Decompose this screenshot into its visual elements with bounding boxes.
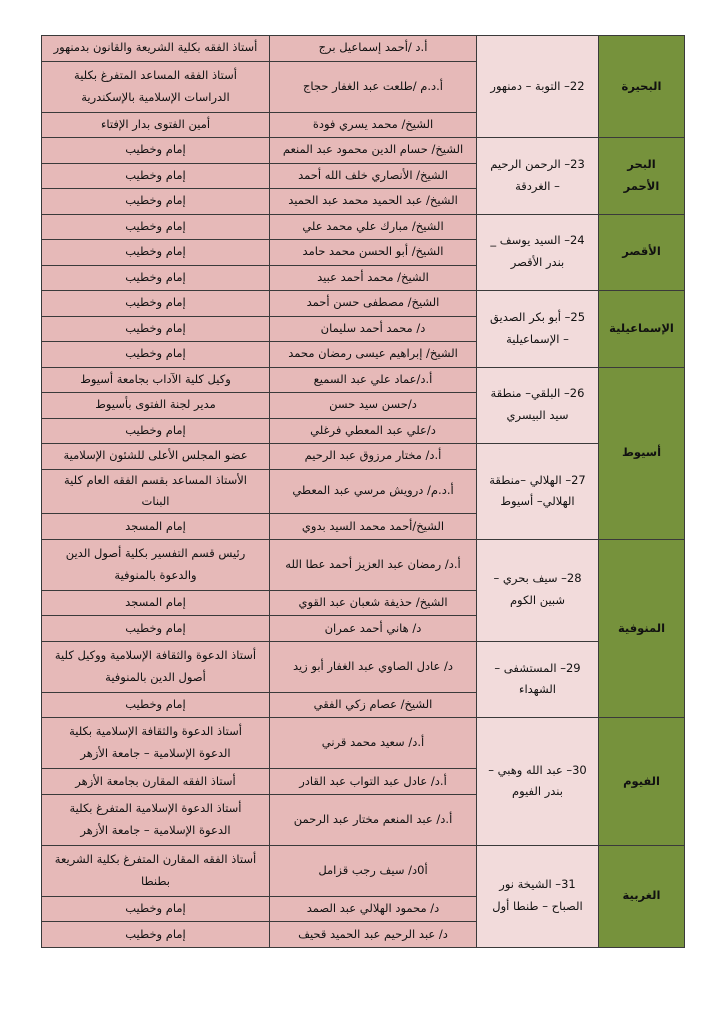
scholar-role-cell: عضو المجلس الأعلى للشئون الإسلامية	[42, 444, 270, 470]
scholar-role-cell: إمام وخطيب	[42, 265, 270, 291]
mosque-cell: 22– التوبة – دمنهور	[477, 36, 599, 138]
governorate-cell: البحر الأحمر	[599, 138, 685, 215]
scholar-name-cell: د/ هاني أحمد عمران	[270, 616, 477, 642]
scholar-name-cell: الشيخ/ أبو الحسن محمد حامد	[270, 240, 477, 266]
scholar-name-cell: الشيخ/ محمد أحمد عبيد	[270, 265, 477, 291]
mosque-cell: 25– أبو بكر الصديق – الإسماعيلية	[477, 291, 599, 368]
scholar-name-cell: أ.د /أحمد إسماعيل برج	[270, 36, 477, 62]
scholar-role-cell: إمام وخطيب	[42, 342, 270, 368]
scholar-role-cell: مدير لجنة الفتوى بأسيوط	[42, 393, 270, 419]
mosque-cell: 28– سيف بحري – شبين الكوم	[477, 539, 599, 641]
table-row	[42, 214, 685, 240]
scholar-role-cell: وكيل كلية الآداب بجامعة أسيوط	[42, 367, 270, 393]
scholar-role-cell: إمام المسجد	[42, 514, 270, 540]
scholar-role-cell: أستاذ الفقه المقارن المتفرغ بكلية الشريعة بطنطا	[42, 845, 270, 896]
scholar-role-cell: إمام وخطيب	[42, 163, 270, 189]
mosque-cell: 27– الهلالي –منطقة الهلالي– أسيوط	[477, 444, 599, 540]
scholar-name-cell: الشيخ/ مبارك علي محمد علي	[270, 214, 477, 240]
scholar-name-cell: الشيخ/ مصطفى حسن أحمد	[270, 291, 477, 317]
table-row	[42, 444, 685, 470]
scholar-role-cell: أستاذ الدعوة الإسلامية المتفرغ بكلية الدعوة الإسلامية – جامعة الأزهر	[42, 794, 270, 845]
table-row	[42, 641, 685, 692]
scholar-name-cell: أ.د/عماد علي عبد السميع	[270, 367, 477, 393]
scholar-name-cell: د/ محمود الهلالي عبد الصمد	[270, 896, 477, 922]
scholar-role-cell: إمام وخطيب	[42, 418, 270, 444]
mosque-cell: 30– عبد الله وهبي – بندر الفيوم	[477, 718, 599, 846]
scholar-role-cell: إمام وخطيب	[42, 138, 270, 164]
scholar-role-cell: أستاذ الفقه المساعد المتفرغ بكلية الدراسات الإسلامية بالإسكندرية	[42, 61, 270, 112]
scholar-name-cell: الشيخ/ عبد الحميد محمد عبد الحميد	[270, 189, 477, 215]
scholar-role-cell: إمام وخطيب	[42, 316, 270, 342]
scholar-role-cell: أستاذ الفقه المقارن بجامعة الأزهر	[42, 769, 270, 795]
scholar-name-cell: الشيخ/ عصام زكي الفقي	[270, 692, 477, 718]
mosque-cell: 23– الرحمن الرحيم – الغردقة	[477, 138, 599, 215]
governorate-cell: أسيوط	[599, 367, 685, 539]
table-row	[42, 291, 685, 317]
table-row	[42, 138, 685, 164]
scholar-role-cell: إمام وخطيب	[42, 692, 270, 718]
scholar-role-cell: رئيس قسم التفسير بكلية أصول الدين والدعوة بالمنوفية	[42, 539, 270, 590]
scholar-role-cell: إمام المسجد	[42, 590, 270, 616]
scholar-role-cell: أستاذ الدعوة والثقافة الإسلامية ووكيل كلية أصول الدين بالمنوفية	[42, 641, 270, 692]
scholar-name-cell: أ.د.م/ درويش مرسي عبد المعطي	[270, 469, 477, 514]
scholar-role-cell: إمام وخطيب	[42, 214, 270, 240]
scholar-name-cell: د/ عبد الرحيم عبد الحميد قحيف	[270, 922, 477, 948]
table-row	[42, 539, 685, 590]
scholar-role-cell: الأستاذ المساعد بقسم الفقه العام كلية البنات	[42, 469, 270, 514]
scholar-name-cell: د/علي عبد المعطي فرغلي	[270, 418, 477, 444]
scholar-name-cell: أ.د.م /طلعت عبد الغفار حجاج	[270, 61, 477, 112]
governorate-cell: الغربية	[599, 845, 685, 947]
scholar-name-cell: أ.د/ سعيد محمد قرني	[270, 718, 477, 769]
governorate-cell: البحيرة	[599, 36, 685, 138]
mosque-cell: 26– البلقي– منطقة سيد البيسري	[477, 367, 599, 444]
scholar-role-cell: إمام وخطيب	[42, 616, 270, 642]
schedule-body	[42, 36, 685, 948]
scholar-name-cell: د/ عادل الصاوي عبد الغفار أبو زيد	[270, 641, 477, 692]
scholar-role-cell: إمام وخطيب	[42, 240, 270, 266]
scholar-role-cell: إمام وخطيب	[42, 291, 270, 317]
scholar-name-cell: أ.د/ عادل عبد التواب عبد القادر	[270, 769, 477, 795]
table-row	[42, 718, 685, 769]
table-row	[42, 367, 685, 393]
governorate-cell: الفيوم	[599, 718, 685, 846]
table-row	[42, 845, 685, 896]
scholar-name-cell: الشيخ/ حذيفة شعبان عبد القوي	[270, 590, 477, 616]
scholar-name-cell: أ0د/ سيف رجب قزامل	[270, 845, 477, 896]
scholar-role-cell: إمام وخطيب	[42, 922, 270, 948]
scholar-role-cell: أستاذ الدعوة والثقافة الإسلامية بكلية الدعوة الإسلامية – جامعة الأزهر	[42, 718, 270, 769]
scholar-name-cell: د/حسن سيد حسن	[270, 393, 477, 419]
mosque-cell: 24– السيد يوسف _ بندر الأقصر	[477, 214, 599, 291]
scholar-name-cell: أ.د/ عبد المنعم مختار عبد الرحمن	[270, 794, 477, 845]
scholar-role-cell: أمين الفتوى بدار الإفتاء	[42, 112, 270, 138]
scholar-name-cell: الشيخ/ إبراهيم عيسى رمضان محمد	[270, 342, 477, 368]
scholar-name-cell: الشيخ/ الأنصاري خلف الله أحمد	[270, 163, 477, 189]
mosque-cell: 31– الشيخة نور الصباح – طنطا أول	[477, 845, 599, 947]
governorate-cell: المنوفية	[599, 539, 685, 718]
scholar-name-cell: الشيخ/أحمد محمد السيد بدوي	[270, 514, 477, 540]
scholar-name-cell: أ.د/ مختار مرزوق عبد الرحيم	[270, 444, 477, 470]
table-row	[42, 36, 685, 62]
scholar-role-cell: أستاذ الفقه بكلية الشريعة والقانون بدمنهور	[42, 36, 270, 62]
scholar-name-cell: د/ محمد أحمد سليمان	[270, 316, 477, 342]
scholar-name-cell: الشيخ/ حسام الدين محمود عبد المنعم	[270, 138, 477, 164]
governorate-cell: الإسماعيلية	[599, 291, 685, 368]
scholar-name-cell: أ.د/ رمضان عبد العزيز أحمد عطا الله	[270, 539, 477, 590]
scholar-role-cell: إمام وخطيب	[42, 189, 270, 215]
mosque-cell: 29– المستشفى – الشهداء	[477, 641, 599, 718]
mosques-schedule-table	[41, 35, 685, 948]
governorate-cell: الأقصر	[599, 214, 685, 291]
scholar-name-cell: الشيخ/ محمد يسري فودة	[270, 112, 477, 138]
scholar-role-cell: إمام وخطيب	[42, 896, 270, 922]
